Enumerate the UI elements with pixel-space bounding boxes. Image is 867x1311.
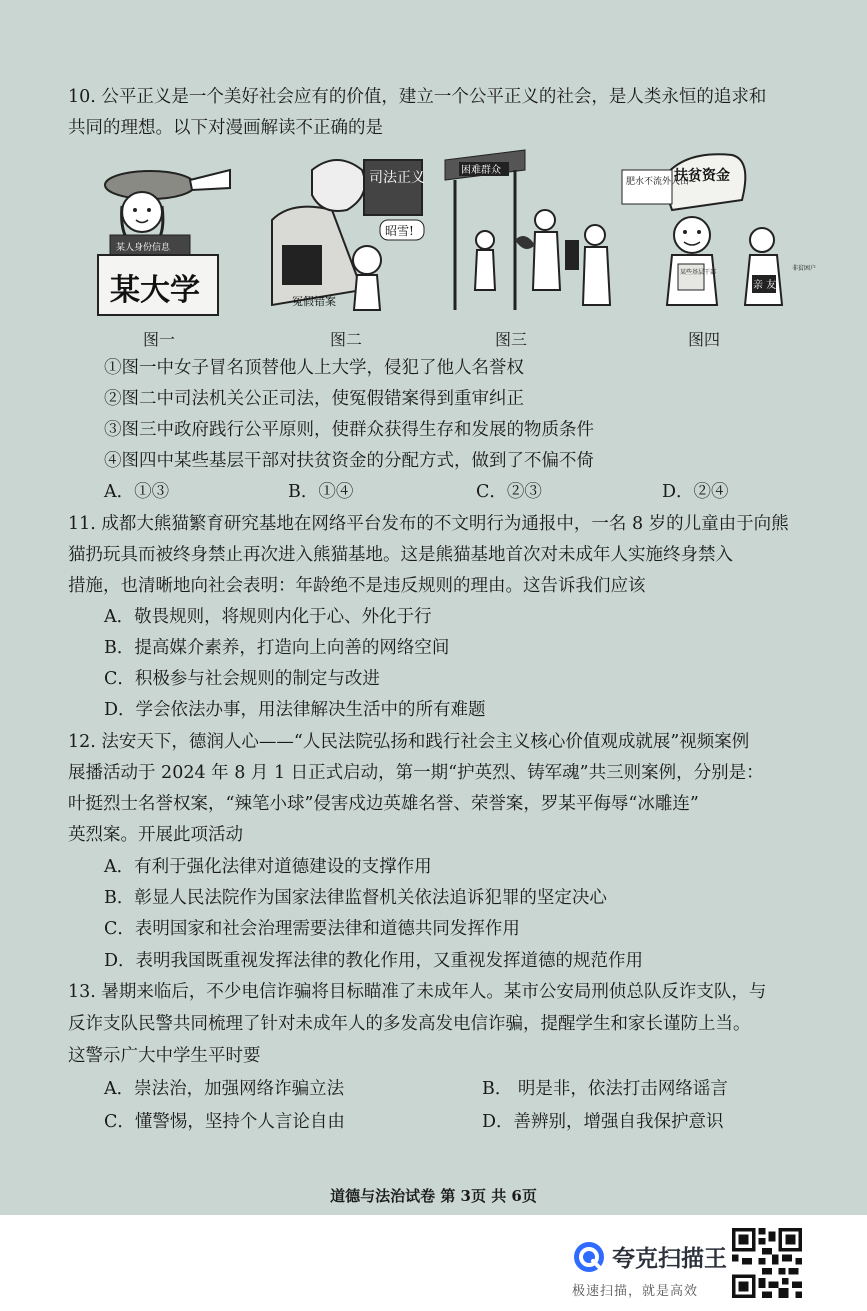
q10-stem-line1: 10. 公平正义是一个美好社会应有的价值，建立一个公平正义的社会，是人类永恒的追求和 (68, 87, 767, 107)
p2-ground-text: 冤假错案 (292, 295, 336, 308)
q13-stem-line1: 13. 暑期来临后，不少电信诈骗将目标瞄准了未成年人。某市公安局刑侦总队反诈支队，与 (68, 982, 767, 1002)
q10-stem-line2: 共同的理想。以下对漫画解读不正确的是 (68, 118, 383, 138)
q10-option-b: B．①④ (288, 482, 354, 502)
cartoon-panel-4 (626, 140, 817, 320)
cartoon-panel-1 (80, 140, 230, 320)
q10-statement-2: ②图二中司法机关公正司法，使冤假错案得到重审纠正 (104, 389, 524, 409)
q12-stem-line2: 展播活动于 2024 年 8 月 1 日正式启动，第一期“护英烈、铸军魂”共三则案例，分别是： (68, 763, 764, 783)
q11-option-d: D．学会依法办事，用法律解决生活中的所有难题 (104, 700, 486, 720)
p2-bubble-text: 昭雪! (385, 224, 414, 238)
q10-option-c: C．②③ (476, 482, 542, 502)
q11-stem-line3: 措施，也清晰地向社会表明：年龄绝不是违反规则的理由。这告诉我们应该 (68, 576, 646, 596)
q12-stem-line4: 英烈案。开展此项活动 (68, 825, 243, 845)
p4-sack-text: 扶贫资金 (674, 168, 730, 184)
p4-apron-text: 亲 友 (753, 280, 777, 291)
q13-stem-line2: 反诈支队民警共同梳理了针对未成年人的多发高发电信诈骗，提醒学生和家长谨防上当。 (68, 1014, 751, 1034)
q10-statement-4: ④图四中某些基层干部对扶贫资金的分配方式，做到了不偏不倚 (104, 451, 594, 471)
p4-side-text: 非贫困户 (792, 265, 817, 272)
caption-fig1: 图一 (143, 330, 176, 349)
q13-option-c: C．懂警惕，坚持个人言论自由 (104, 1112, 345, 1132)
cartoon-panel-3 (445, 140, 625, 320)
q10-option-d: D．②④ (662, 482, 729, 502)
q12-option-d: D．表明我国既重视发挥法律的教化作用，又重视发挥道德的规范作用 (104, 951, 644, 971)
p3-gate-text: 困难群众 (461, 165, 501, 176)
q10-statement-1: ①图一中女子冒名顶替他人上大学，侵犯了他人名誉权 (104, 358, 524, 378)
q12-option-a: A．有利于强化法律对道德建设的支撑作用 (104, 857, 432, 877)
p1-sign-text: 某大学 (110, 273, 200, 308)
scanner-brand (568, 1232, 728, 1302)
p1-box-text: 某人身份信息 (116, 243, 171, 253)
q11-option-a: A．敬畏规则，将规则内化于心、外化于行 (104, 607, 432, 627)
q13-stem-line3: 这警示广大中学生平时要 (68, 1046, 261, 1066)
page-footer: 道德与法治试卷 第 3页 共 6页 (330, 1187, 537, 1205)
p4-badge-text: 某些基层干部 (680, 269, 717, 276)
cartoon-panel-2 (252, 140, 432, 320)
q13-option-b: B． 明是非，依法打击网络谣言 (482, 1079, 728, 1099)
quark-logo-icon (572, 1240, 606, 1274)
caption-fig4: 图四 (688, 330, 721, 349)
q11-option-b: B．提高媒介素养，打造向上向善的网络空间 (104, 638, 450, 658)
q10-statement-3: ③图三中政府践行公平原则，使群众获得生存和发展的物质条件 (104, 420, 594, 440)
qr-code-icon (732, 1228, 802, 1298)
q13-option-d: D．善辨别，增强自我保护意识 (482, 1112, 724, 1132)
brand-slogan: 极速扫描，就是高效 (572, 1284, 699, 1299)
q12-option-c: C．表明国家和社会治理需要法律和道德共同发挥作用 (104, 919, 520, 939)
q11-stem-line1: 11. 成都大熊猫繁育研究基地在网络平台发布的不文明行为通报中，一名 8 岁的儿童由于向熊 (68, 514, 789, 534)
caption-fig2: 图二 (330, 330, 363, 349)
q11-option-c: C．积极参与社会规则的制定与改进 (104, 669, 380, 689)
brand-name: 夸克扫描王 (612, 1246, 727, 1272)
p4-bubble-text: 肥水不流外人田~ (626, 177, 697, 187)
p2-sign-text: 司法正义 (369, 170, 425, 186)
caption-fig3: 图三 (495, 330, 528, 349)
q13-option-a: A．崇法治，加强网络诈骗立法 (104, 1079, 345, 1099)
q10-option-a: A．①③ (104, 482, 170, 502)
q12-stem-line3: 叶挺烈士名誉权案，“辣笔小球”侵害戍边英雄名誉、荣誉案，罗某平侮辱“冰雕连” (68, 794, 699, 814)
q12-option-b: B．彰显人民法院作为国家法律监督机关依法追诉犯罪的坚定决心 (104, 888, 607, 908)
q12-stem-line1: 12. 法安天下，德润人心——“人民法院弘扬和践行社会主义核心价值观成就展”视频案例 (68, 732, 750, 752)
q11-stem-line2: 猫扔玩具而被终身禁止再次进入熊猫基地。这是熊猫基地首次对未成年人实施终身禁入 (68, 545, 733, 565)
